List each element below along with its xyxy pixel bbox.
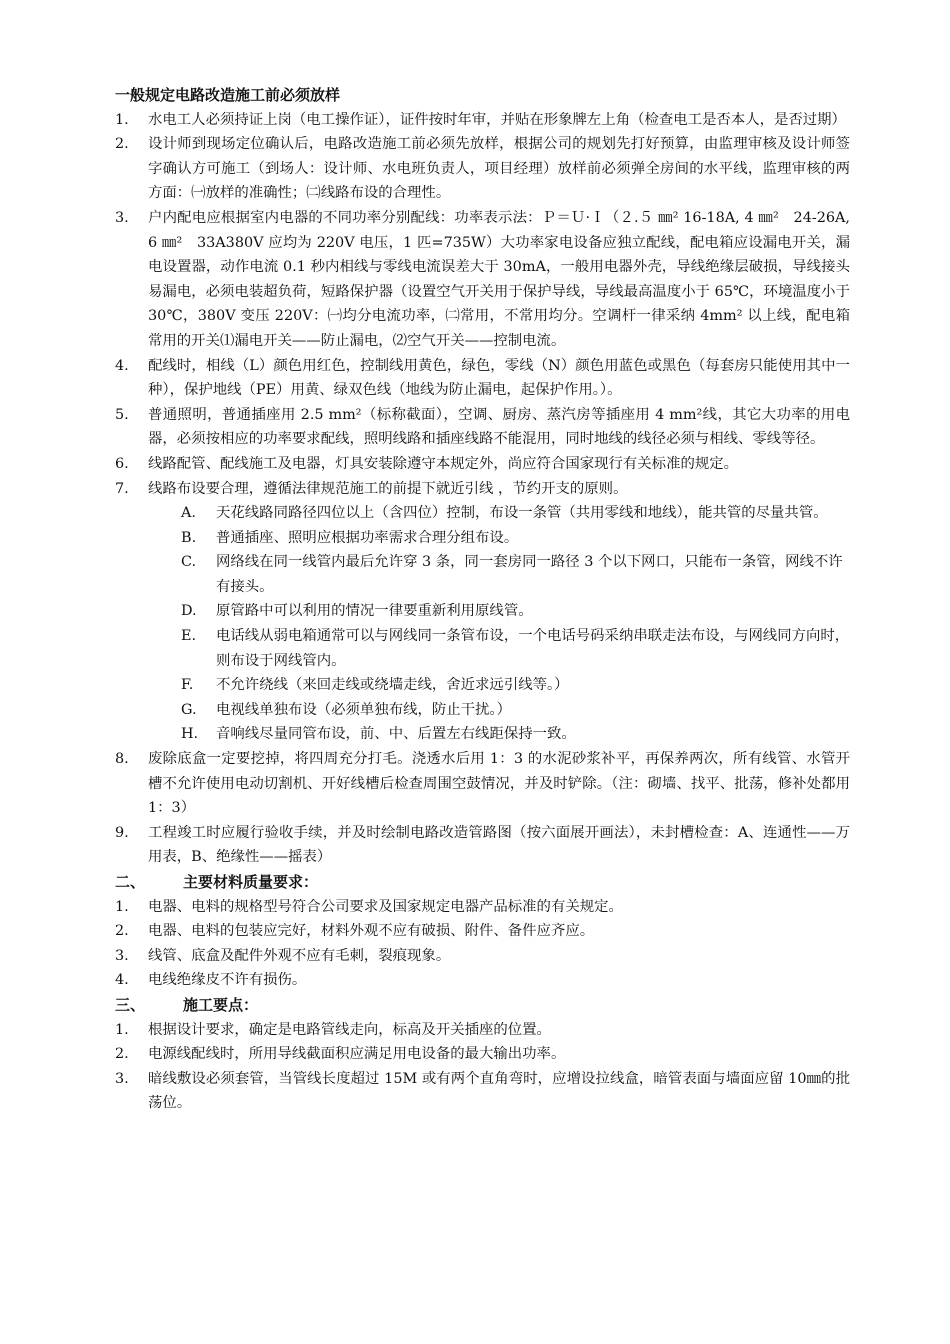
list-item: 3. 暗线敷设必须套管，当管线长度超过 15M 或有两个直角弯时，应增设拉线盒，暗管表面与墙面应留 10㎜的批荡位。 xyxy=(115,1070,850,1112)
section-1-heading xyxy=(115,83,850,108)
sub-list-item: G. 电视线单独布设（必须单独布线，防止干扰。） xyxy=(181,701,512,718)
list-item: 3. 户内配电应根据室内电器的不同功率分别配线：功率表示法：Ｐ＝Ｕ·Ｉ（２.５ ㎜² 16-18A, 4 ㎜² 24-26A, 6 ㎜² 33A380V 应均为 220V 电压，1 匹=735W）大功率家电设备应独立配线，配电箱应设漏电开关，漏电设置器，动作电流 0.1 秒内相线与零线电流误差大于 30mA，一般用电器外壳，导线绝缘层破损，导线接头易漏电，必须电装超负荷，短路保护器（设置空气开关用于保护导线，导线最高温度小于 65℃，环境温度小于 30℃，380V 变压 220V：㈠均分电流功率，㈡常用，不常用均分。空调杆一律采纳 4mm² 以上线，配电箱常用的开关⑴漏电开关——防止漏电，⑵空气开关——控制电流。 xyxy=(115,209,850,349)
list-item: 8. 废除底盒一定要挖掉，将四周充分打毛。浇透水后用 1：3 的水泥砂浆补平，再保养两次，所有线管、水管开槽不允许使用电动切割机、开好线槽后检查周围空鼓情况，并及时铲除。（注：砌墙、找平、批荡，修补处都用 1：3） xyxy=(115,751,850,817)
section-3-title: 施工要点： xyxy=(183,995,259,1014)
list-item: 2. 电器、电料的包装应完好，材料外观不应有破损、附件、备件应齐应。 xyxy=(115,923,595,940)
list-item: 1. 水电工人必须持证上岗（电工操作证），证件按时年审，并贴在形象牌左上角（检查电工是否本人，是否过期） xyxy=(115,111,846,128)
list-item: 2. 设计师到现场定位确认后，电路改造施工前必须先放样，根据公司的规划先打好预算，由监理审核及设计师签字确认方可施工（到场人：设计师、水电班负责人，项目经理）放样前必须弹全房间的水平线，监理审核的两方面：㈠放样的准确性；㈡线路布设的合理性。 xyxy=(115,136,850,202)
list-item: 5. 普通照明，普通插座用 2.5 mm²（标称截面），空调、厨房、蒸汽房等插座用 4 mm²线，其它大功率的用电器，必须按相应的功率要求配线，照明线路和插座线路不能混用，同时地线的线径必须与相线、零线等径。 xyxy=(115,406,850,448)
section-3-number: 三、 xyxy=(115,995,146,1014)
list-item: 9. 工程竣工时应履行验收手续，并及时绘制电路改造管路图（按六面展开画法），未封槽检查：A、连通性——万用表，B、绝缘性——摇表） xyxy=(115,824,850,866)
list-item: 6. 线路配管、配线施工及电器，灯具安装除遵守本规定外，尚应符合国家现行有关标准的规定。 xyxy=(115,455,739,472)
sub-list-item: H. 音响线尽量同管布设，前、中、后置左右线距保持一致。 xyxy=(181,726,576,743)
section-3-heading xyxy=(115,993,850,1018)
section-1-title: 一般规定电路改造施工前必须放样 xyxy=(115,86,341,104)
list-item: 7. 线路布设要合理，遵循法律规范施工的前提下就近引线 ，节约开支的原则。 xyxy=(115,480,628,497)
section-2-number: 二、 xyxy=(115,873,146,891)
sub-list-item: B. 普通插座、照明应根据功率需求合理分组布设。 xyxy=(181,529,519,546)
sub-list-item: D. 原管路中可以利用的情况一律要重新利用原线管。 xyxy=(181,603,533,620)
sub-list-item: F. 不允许绕线（来回走线或绕墙走线，舍近求远引线等。） xyxy=(181,677,569,694)
section-2-title: 主要材料质量要求： xyxy=(183,873,319,891)
document-page xyxy=(115,83,850,1116)
list-item: 4. 电线绝缘皮不许有损伤。 xyxy=(115,972,307,989)
sub-list-item: A. 天花线路同路径四位以上（含四位）控制，布设一条管（共用零线和地线），能共管的尽量共管。 xyxy=(181,505,828,522)
list-item: 3. 线管、底盒及配件外观不应有毛刺，裂痕现象。 xyxy=(115,947,451,964)
list-item: 2. 电源线配线时，所用导线截面积应满足用电设备的最大输出功率。 xyxy=(115,1046,566,1063)
list-item: 4. 配线时，相线（L）颜色用红色，控制线用黄色，绿色，零线（N）颜色用蓝色或黑色（每套房只能使用其中一种），保护地线（PE）用黄、绿双色线（地线为防止漏电，起保护作用。）。 xyxy=(115,357,850,399)
section-2-heading xyxy=(115,870,850,895)
list-item: 1. 电器、电料的规格型号符合公司要求及国家规定电器产品标准的有关规定。 xyxy=(115,898,623,915)
list-item: 1. 根据设计要求，确定是电路管线走向，标高及开关插座的位置。 xyxy=(115,1021,551,1038)
sub-list-item: E. 电话线从弱电箱通常可以与网线同一条管布设，一个电话号码采纳串联走法布设，与网线同方向时，则布设于网线管内。 xyxy=(181,628,850,669)
sub-list-item: C. 网络线在同一线管内最后允许穿 3 条，同一套房同一路径 3 个以下网口，只能布一条管，网线不许有接头。 xyxy=(181,554,843,595)
